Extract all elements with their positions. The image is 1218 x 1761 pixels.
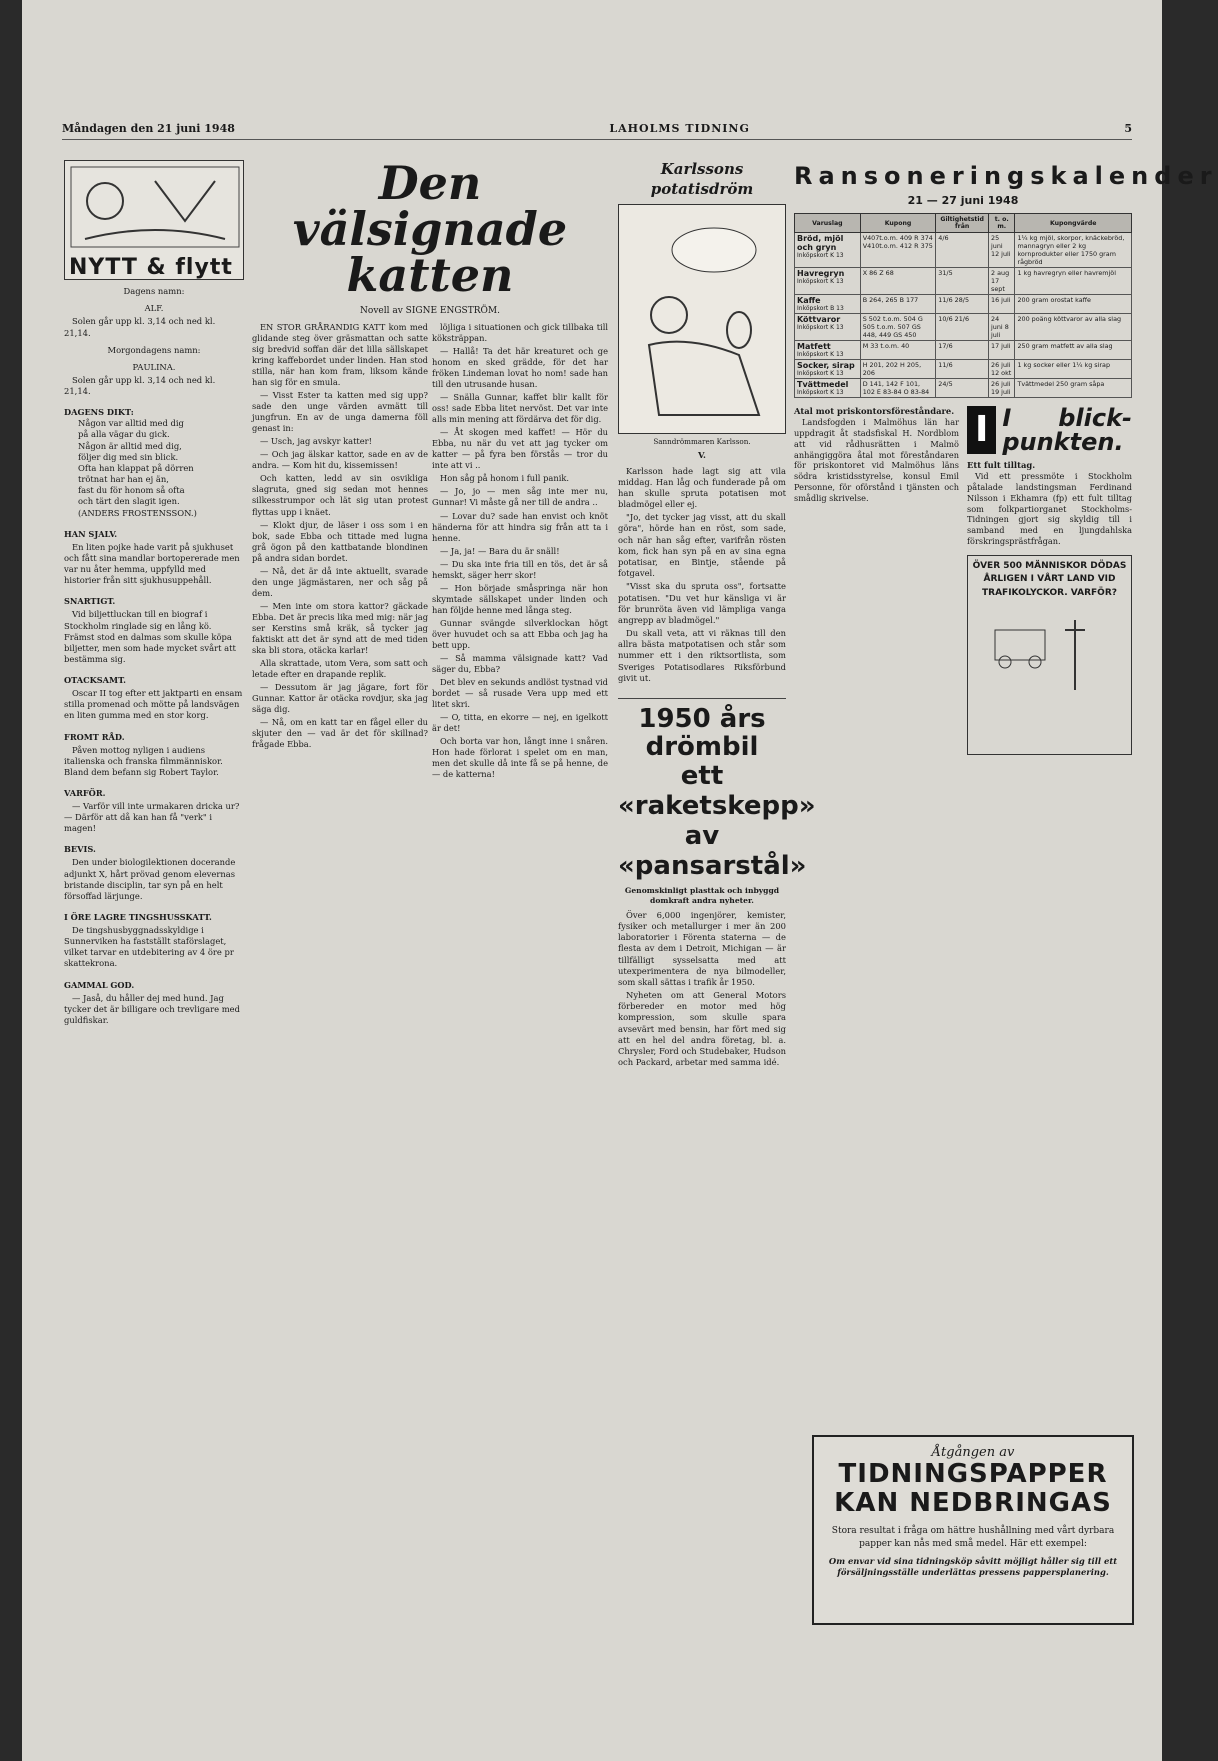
table-cell	[795, 268, 861, 295]
story-column-left	[252, 322, 428, 782]
item-sub: Inköpskort K 13	[797, 252, 844, 259]
item-name: Bröd, mjöl och gryn	[797, 234, 844, 252]
article-heading: Atal mot priskontorsföreståndare.	[794, 406, 955, 416]
table-cell: Tvättmedel 250 gram såpa	[1015, 379, 1132, 398]
ad-line-4: Stora resultat i fråga om hättre hushållning med vårt dyrbara papper kan nås med små medel. Här ett exempel:	[831, 1526, 1115, 1549]
section-text: Den under biologilektionen docerande adjunkt X, hårt prövad genom elevernas bristande disciplin, tar syn på en helt försoffad lärjunge.	[64, 857, 236, 901]
story-title: Den välsignade katten	[292, 156, 568, 302]
story-paragraph: — Ja, ja! — Bara du är snäll!	[440, 545, 560, 556]
running-header	[62, 118, 1132, 140]
table-cell: 250 gram matfett av alla slag	[1015, 341, 1132, 360]
table-row	[795, 360, 1132, 379]
table-cell: 26 juli 12 okt	[989, 360, 1015, 379]
story-den-valsignade-katten	[252, 156, 608, 782]
story-paragraph: — Nå, det är då inte aktuellt, svarade den unge jägmästaren, ner och såg på dem.	[252, 565, 428, 598]
blick-punkten-header	[967, 406, 1132, 454]
comic-paragraph: "Jo, det tycker jag visst, att du skall göra", hörde han en röst, som sade, och när han såg efter, varifrån rösten kom, fick han syn på en av sina egna potatisar, en Bintje, stående på fotgavel.	[618, 512, 786, 579]
table-row	[795, 268, 1132, 295]
story-paragraph: Det blev en sekunds andlöst tystnad vid bordet — så rusade Vera upp med ett litet skri.	[432, 676, 608, 709]
dreamcar-subhead: Genomskinligt plasttak och inbyggd domkraft andra nyheter.	[624, 885, 780, 905]
section-heading: FROMT RÅD.	[64, 731, 125, 742]
table-cell: 1 kg havregryn eller havremjöl	[1015, 268, 1132, 295]
item-name: Socker, sirap	[797, 361, 855, 370]
ration-table-header	[795, 214, 1132, 233]
story-paragraph: — Dessutom är jag jägare, fort för Gunnar. Kattor är otäcka rovdjur, ska jag säga dig.	[252, 681, 428, 715]
item-sub: Inköpskort K 13	[797, 351, 844, 358]
issue-date: Måndagen den 21 juni 1948	[62, 122, 235, 135]
story-paragraph: — Hon började småspringa när hon skymtade sällskapet under linden och han följde henne med långa steg.	[432, 582, 608, 615]
story-paragraph: — Klokt djur, de läser i oss som i en bok, sade Ebba och tittade med lugna grå ögon på den kattbatande blondinen på andra sidan bordet.	[252, 519, 428, 563]
story-paragraph: — Åt skogen med kaffet! — Hör du Ebba, nu när du vet att jag tycker om katter — på fyra ben förstås — tror du inte att vi ..	[432, 427, 608, 471]
article-text: Landsfogden i Malmöhus län har uppdragit åt stadsfiskal H. Nordblom att vid rådhusrätten i Malmö anhängiggöra åtal mot föreståndaren för priskontoret vid Malmöhus läns södra kristidsstyrelse, konsul Emil Personne, för oförstånd i tjänsten och smådlig skrivelse.	[794, 417, 959, 503]
ration-dates: 21 — 27 juni 1948	[907, 194, 1019, 207]
story-paragraph: Och katten, ledd av sin osvikliga slagruta, gned sig sedan mot hennes silkesstrumpor och lät sig utan protest flyttas upp i knäet.	[252, 473, 428, 517]
column-nytt-flytt	[64, 160, 244, 1028]
table-cell: B 264, 265 B 177	[860, 295, 936, 314]
table-cell	[795, 314, 861, 341]
table-cell: 24/5	[936, 379, 989, 398]
section-heading: OTACKSAMT.	[64, 675, 126, 686]
table-cell: 25 juni 12 juli	[989, 233, 1015, 268]
col-header: Kupongvärde	[1015, 214, 1132, 233]
item-name: Matfett	[797, 342, 831, 351]
dreamcar-headline-2: ett «raketskepp»	[618, 761, 816, 821]
ransoneringskalender	[794, 162, 1218, 755]
section-text: Oscar II tog efter ett jaktparti en ensam stilla promenad och mötte på landsvägen en liten gumma med en stor korg.	[64, 688, 243, 721]
story-paragraph: löjliga i situationen och gick tillbaka till köksträppan.	[432, 322, 608, 344]
section-text: Vid biljettluckan till en biograf i Stockholm ringlade sig en lång kö. Främst stod en dalmas som skulle köpa biljetter, men som hade mycket svårt att bestämma sig.	[64, 609, 236, 665]
section-text: De tingshusbyggnadsskyldige i Sunnerviken ha fastställt staförslaget, vilket tarvar en utdebitering av 4 öre pr skattekrona.	[64, 924, 234, 969]
dikt-line: Någon var alltid med dig	[78, 418, 184, 429]
dreamcar-headline-3: av «pansarstål»	[618, 820, 807, 881]
dikt-heading: DAGENS DIKT:	[64, 407, 134, 418]
table-cell: V407t.o.m. 409 R 374 V410t.o.m. 412 R 375	[860, 233, 936, 268]
story-paragraph: — Så mamma välsignade katt? Vad säger du, Ebba?	[432, 652, 608, 674]
comic-paragraph: Karlsson hade lagt sig att vila middag. Han låg och funderade på om han skulle spruta potatisen mot bladmögel eller ej.	[618, 465, 786, 510]
sleeping-man-illustration-icon	[619, 205, 787, 435]
traffic-safety-text: ÖVER 500 MÄNNISKOR DÖDAS ÅRLIGEN I VÅRT LAND VID TRAFIKOLYCKOR. VARFÖR?	[972, 560, 1127, 598]
table-cell: X 86 Z 68	[860, 268, 936, 295]
table-cell: 16 juli	[989, 295, 1015, 314]
ad-line-3: KAN NEDBRINGAS	[834, 1487, 1112, 1518]
story-paragraph: Gunnar svängde silverklockan högt över huvudet och sa att Ebba och jag ha bett upp.	[432, 617, 608, 650]
table-cell: 24 juni 8 juli	[989, 314, 1015, 341]
comic-title: Karlssons potatisdröm	[650, 160, 754, 198]
dikt-line: på alla vägar du gick.	[78, 429, 170, 440]
col-header: Giltighetstid från	[936, 214, 989, 233]
story-paragraph: — O, titta, en ekorre — nej, en igelkott är det!	[432, 712, 608, 734]
tidningspapper-ad	[812, 1435, 1134, 1625]
story-paragraph: — Och jag älskar kattor, sade en av de andra. — Kom hit du, kissemissen!	[252, 449, 428, 471]
table-row	[795, 341, 1132, 360]
col-header: Varuslag	[795, 214, 861, 233]
story-paragraph: — Du ska inte fria till en tös, det är så hemskt, säger herr skor!	[432, 558, 608, 580]
sun-today: Solen går upp kl. 3,14 och ned kl. 21,14.	[64, 316, 216, 338]
traffic-safety-box	[967, 555, 1132, 755]
item-name: Tvättmedel	[797, 380, 849, 389]
item-sub: Inköpskort K 13	[797, 324, 844, 331]
nytt-flytt-logo: NYTT & flytt	[69, 255, 233, 280]
table-cell: 1 kg socker eller 1¼ kg sirap	[1015, 360, 1132, 379]
table-row	[795, 379, 1132, 398]
section-text: Påven mottog nyligen i audiens italienska och franska filmmänniskor. Bland dem befann sig Robert Taylor.	[64, 744, 223, 777]
table-cell	[795, 379, 861, 398]
dikt-line: och tärt den slagit igen.	[78, 496, 180, 507]
table-row	[795, 314, 1132, 341]
nameday-today-name: ALF.	[144, 303, 164, 314]
masthead: LAHOLMS TIDNING	[609, 122, 750, 135]
nameday-tomorrow-name: PAULINA.	[132, 361, 176, 372]
story-paragraph: Hon såg på honom i full panik.	[440, 473, 570, 484]
dikt-line: trötnat har han ej än,	[78, 474, 169, 485]
dreamcar-article	[618, 698, 816, 1068]
table-cell	[795, 233, 861, 268]
comic-illustration	[618, 204, 786, 434]
sun-tomorrow: Solen går upp kl. 3,14 och ned kl. 21,14.	[64, 375, 216, 397]
table-cell: 11/6	[936, 360, 989, 379]
ad-line-1: Åtgången av	[931, 1445, 1015, 1460]
section-heading: BEVIS.	[64, 844, 96, 855]
section-heading: SNARTIGT.	[64, 596, 116, 607]
col-header: Kupong	[860, 214, 936, 233]
story-paragraph: Alla skrattade, utom Vera, som satt och letade efter en drapande replik.	[252, 657, 428, 679]
story-paragraph: Och borta var hon, långt inne i snåren. Hon hade förlorat i spelet om en man, men det skulle då inte få se på henne, de — de katterna!	[432, 736, 608, 780]
story-paragraph: EN STOR GRÅRANDIG KATT kom med glidande steg över gräsmattan och satte sig bredvid soffan där det lilla sällskapet kring kaffebordet under linden. Han stod stilla, när han kom fram, liksom kände han sig för en smula.	[252, 322, 428, 388]
dreamcar-headline-1: 1950 års drömbil	[638, 703, 766, 763]
article-heading: Ett fult tilltag.	[967, 460, 1036, 470]
story-paragraph: — Nå, om en katt tar en fågel eller du skjuter den — vad är det för skillnad? frågade Ebba.	[252, 717, 428, 750]
table-cell: 1¼ kg mjöl, skorpor, knäckebröd, mannagryn eller 2 kg kornprodukter eller 1750 gram rågbröd	[1015, 233, 1132, 268]
story-paragraph: — Jo, jo — men såg inte mer nu, Gunnar! Vi måste gå ner till de andra ..	[432, 486, 608, 508]
table-cell: 11/6 28/5	[936, 295, 989, 314]
story-paragraph: — Hallå! Ta det här kreaturet och ge honom en sked grädde, för det har fröken Lindeman lovat ho nom! sade han till den utrusande husan.	[432, 346, 608, 390]
nytt-flytt-logo-box	[64, 160, 244, 280]
item-sub: Inköpskort K 13	[797, 389, 844, 396]
table-cell: M 33 t.o.m. 40	[860, 341, 936, 360]
col-header: t. o. m.	[989, 214, 1015, 233]
table-cell: 200 gram orostat kaffe	[1015, 295, 1132, 314]
newspaper-page	[22, 0, 1218, 1761]
table-cell: 31/5	[936, 268, 989, 295]
section-heading: HAN SJALV.	[64, 528, 118, 539]
story-column-right	[432, 322, 608, 782]
section-heading: I ÖRE LAGRE TINGSHUSSKATT.	[64, 912, 212, 923]
section-heading: GAMMAL GOD.	[64, 979, 135, 990]
table-cell	[795, 295, 861, 314]
section-text: — Jaså, du håller dej med hund. Jag tycker det är billigare och trevligare med guldfiskar.	[64, 992, 240, 1025]
table-cell: 26 juli 19 juli	[989, 379, 1015, 398]
item-sub: Inköpskort B 13	[797, 305, 844, 312]
ration-articles	[794, 406, 1132, 755]
table-cell: 2 aug 17 sept	[989, 268, 1015, 295]
item-name: Köttvaror	[797, 315, 841, 324]
ration-article-right	[967, 406, 1132, 755]
section-text: — Varför vill inte urmakaren dricka ur? — Därför att då kan han få "verk" i magen!	[64, 800, 240, 834]
story-paragraph: — Snälla Gunnar, kaffet blir kallt för oss! sade Ebba litet nervöst. Det var inte alls min mening att fördärva det för dig.	[432, 392, 608, 425]
story-paragraph: — Men inte om stora kattor? gäckade Ebba. Det är precis lika med mig: när jag ser Kerstins små kräk, så tycker jag faktiskt att det är synd att de med tiden ska bli stora, otäcka karlar!	[252, 600, 428, 655]
ration-title: Ransoneringskalender	[794, 162, 1218, 190]
ration-article-left	[794, 406, 959, 755]
ration-table	[794, 213, 1132, 398]
story-columns	[252, 322, 608, 782]
comic-paragraph: "Visst ska du spruta oss", fortsatte potatisen. "Du vet hur känsliga vi är för brunröta även vid lämpliga vanga angrepp av bladmögel."	[618, 581, 786, 625]
story-byline: Novell av SIGNE ENGSTRÖM.	[360, 306, 500, 316]
ad-line-2: TIDNINGSPAPPER	[838, 1459, 1108, 1489]
nameday-today-label: Dagens namn:	[123, 286, 185, 296]
table-cell: S 502 t.o.m. 504 G 505 t.o.m. 507 GS 448, 449 GS 450	[860, 314, 936, 341]
table-row	[795, 295, 1132, 314]
page-number: 5	[1124, 122, 1132, 135]
ad-line-5: Om envar vid sina tidningsköp såvitt möjligt håller sig till ett försäljningsställe underlättas pressens pappersplanering.	[828, 1556, 1118, 1578]
story-paragraph: — Lovar du? sade han envist och knöt händerna för att hindra sig från att ta i henne.	[432, 510, 608, 543]
table-cell: 10/6 21/6	[936, 314, 989, 341]
traffic-illustration-icon	[975, 600, 1125, 720]
item-name: Kaffe	[797, 296, 821, 305]
story-paragraph: — Usch, jag avskyr katter!	[260, 436, 372, 447]
comic-paragraph: Du skall veta, att vi räknas till den allra bästa matpotatisen och står som nummer ett i den riktsortlista, som Sveriges Potatisodlares Riksförbund givit ut.	[618, 628, 786, 683]
table-cell: 4/6	[936, 233, 989, 268]
article-text: Vid ett pressmöte i Stockholm påtalade landstingsman Ferdinand Nilsson i Ekhamra (fp) ett fult tilltag som folkpartiorganet Stockholms-Tidningen gjort sig skyldig till i samband med en ljungdahlska förskringsprästfrågan.	[967, 471, 1132, 547]
table-cell: D 141, 142 F 101, 102 E 83-84 O 83-84	[860, 379, 936, 398]
comic-part: V.	[698, 450, 706, 461]
table-cell: 17 juli	[989, 341, 1015, 360]
item-sub: Inköpskort K 13	[797, 278, 844, 285]
item-name: Havregryn	[797, 269, 845, 278]
dikt-line: fast du för honom så ofta	[78, 485, 185, 496]
table-cell: 17/6	[936, 341, 989, 360]
comic-caption: Sanndrömmaren Karlsson.	[653, 436, 751, 446]
table-cell: 200 poäng köttvaror av alla slag	[1015, 314, 1132, 341]
dikt-line: följer dig med sin blick.	[78, 451, 179, 462]
item-sub: Inköpskort K 13	[797, 370, 844, 377]
table-row	[795, 233, 1132, 268]
table-cell	[795, 341, 861, 360]
nameday-tomorrow-label: Morgondagens namn:	[107, 344, 201, 355]
dreamcar-paragraph: Nyheten om att General Motors förbereder en motor med hög kompression, som skulle spara avsevärt med bensin, har fört med sig att en hel del andra företag, bl. a. Chrysler, Ford och Studebaker, Hudson och Packard, arbetar med samma idé.	[618, 990, 786, 1068]
dikt-line: Ofta han klappat på dörren	[78, 462, 194, 473]
dikt-author: (ANDERS FROSTENSSON.)	[78, 507, 197, 518]
story-paragraph: — Visst Ester ta katten med sig upp? sade den unge värden avmätt till jungfrun. En av de unga damerna föll genast in:	[252, 390, 428, 434]
section-text: En liten pojke hade varit på sjukhuset och fått sina mandlar bortopererade men var nu åter hemma, uppfylld med historier från sitt sjukhusuppehåll.	[64, 541, 240, 586]
dreamcar-paragraph: Över 6,000 ingenjörer, kemister, fysiker och metallurger i mer än 200 laboratorier i Förenta staterna — de flesta av dem i Detroit, Michigan — är tillfälligt sysselsatta med att utexperimentera de nya bilmodeller, som skall sättas i trafik år 1950.	[618, 909, 786, 987]
table-cell: H 201, 202 H 205, 206	[860, 360, 936, 379]
blick-title: I blick-punkten.	[1002, 404, 1132, 456]
section-heading: VARFÖR.	[64, 788, 106, 799]
blick-i-icon: I	[967, 406, 996, 454]
dikt-line: Någon är alltid med dig,	[78, 440, 182, 451]
table-cell	[795, 360, 861, 379]
